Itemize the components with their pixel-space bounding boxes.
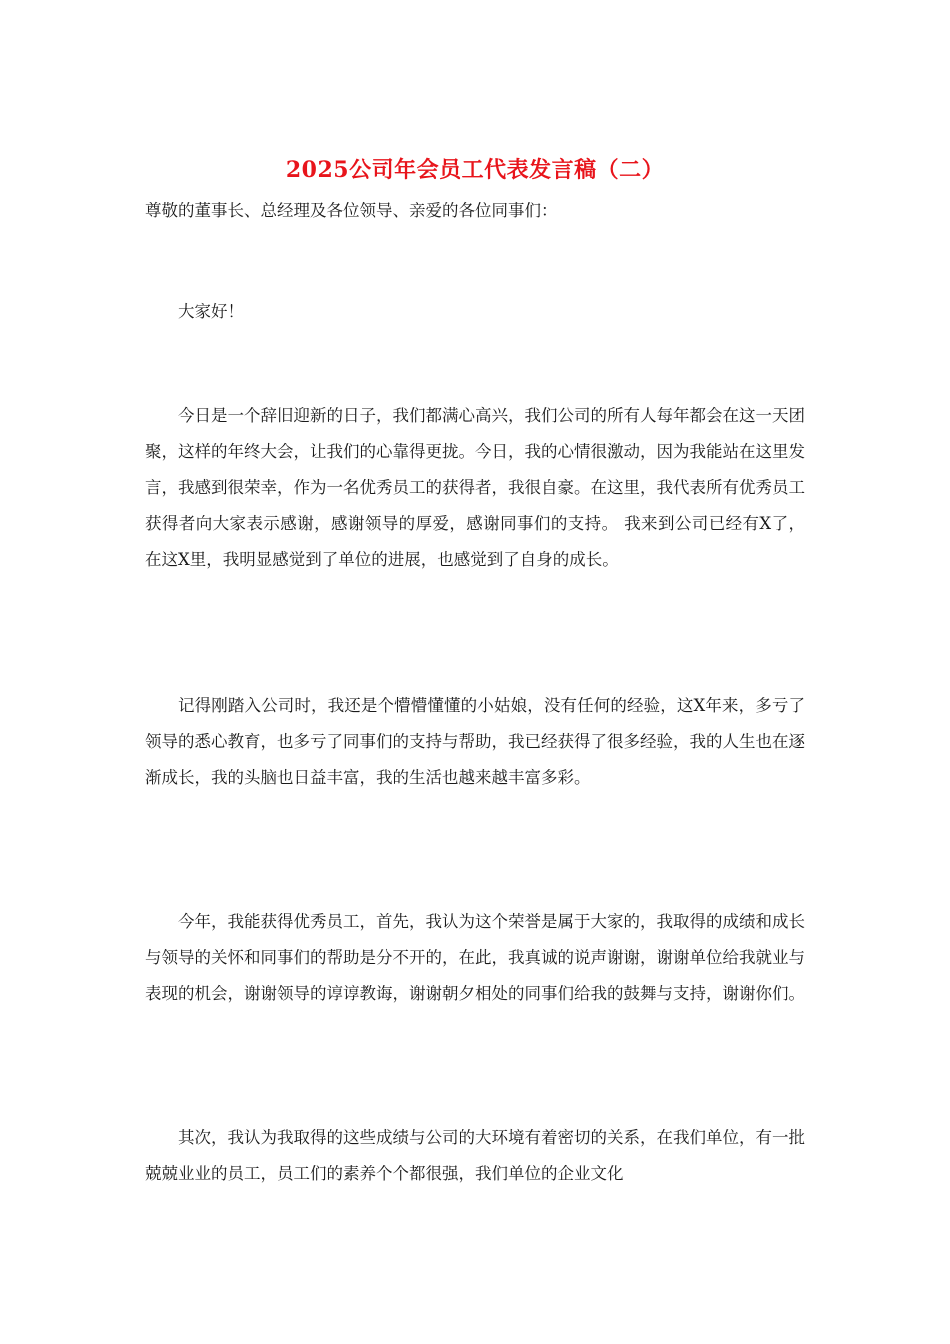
paragraph-thanks: 今年，我能获得优秀员工，首先，我认为这个荣誉是属于大家的，我取得的成绩和成长与领导的关怀和同事们的帮助是分不开的，在此，我真诚的说声谢谢，谢谢单位给我就业与表现的机会，谢谢领导的谆谆教诲，谢谢朝夕相处的同事们给我的鼓舞与支持，谢谢你们。 xyxy=(145,912,805,1003)
salutation: 尊敬的董事长、总经理及各位领导、亲爱的各位同事们： xyxy=(145,201,558,220)
paragraph-memory: 记得刚踏入公司时，我还是个懵懵懂懂的小姑娘，没有任何的经验，这X年来，多亏了领导的悉心教育，也多亏了同事们的支持与帮助，我已经获得了很多经验，我的人生也在逐渐成长，我的头脑也日益丰富，我的生活也越来越丰富多彩。 xyxy=(145,696,805,787)
paragraph-opening: 今日是一个辞旧迎新的日子，我们都满心高兴，我们公司的所有人每年都会在这一天团聚，这样的年终大会，让我们的心靠得更拢。今日，我的心情很激动，因为我能站在这里发言，我感到很荣幸，作为一名优秀员工的获得者，我很自豪。在这里，我代表所有优秀员工获得者向大家表示感谢，感谢领导的厚爱，感谢同事们的支持。 我来到公司已经有X了，在这X里，我明显感觉到了单位的进展，也感觉到了自身的成长。 xyxy=(145,406,805,569)
paragraph-greeting: 大家好！ xyxy=(178,302,244,321)
document-title: 2025公司年会员工代表发言稿（二） xyxy=(285,157,665,183)
paragraph-environment: 其次，我认为我取得的这些成绩与公司的大环境有着密切的关系，在我们单位，有一批兢兢业业的员工，员工们的素养个个都很强，我们单位的企业文化 xyxy=(145,1128,805,1183)
